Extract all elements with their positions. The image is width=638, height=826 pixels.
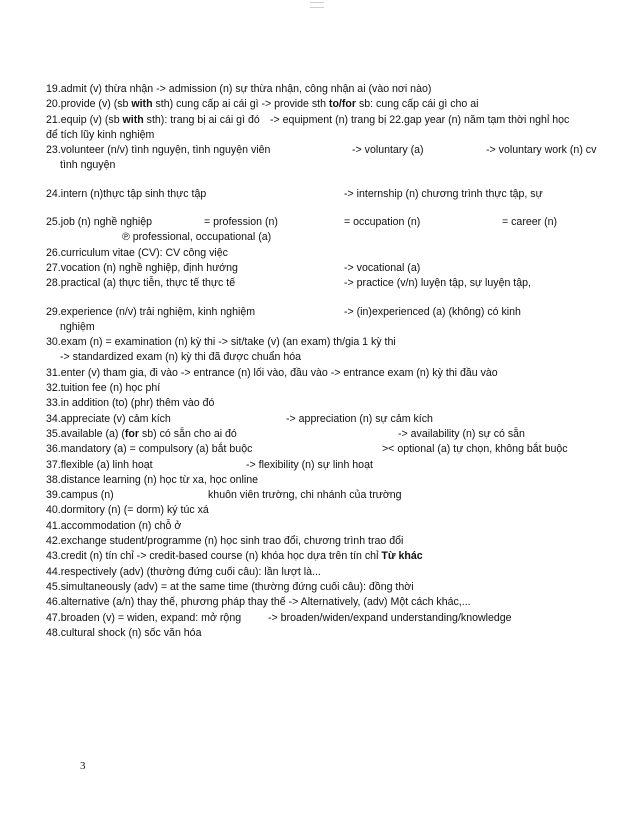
vocab-line-24: 24.intern (n)thực tập sinh thực tập -> internship (n) chương trình thực tập, sự [46, 187, 543, 200]
vocab-line-23-cont: tình nguyện [60, 159, 116, 172]
vocab-line-46: 46.alternative (a/n) thay thế, phương pháp thay thế -> Alternatively, (adv) Một cách khác,... [46, 596, 471, 609]
vocab-line-45: 45.simultaneously (adv) = at the same time (thường đứng cuối câu): đồng thời [46, 580, 414, 593]
vocab-line-47: 47.broaden (v) = widen, expand: mở rộng -> broaden/widen/expand understanding/knowledge [46, 611, 512, 624]
vocab-line-30: 30.exam (n) = examination (n) kỳ thi -> sit/take (v) (an exam) th/gia 1 kỳ thi [46, 336, 396, 349]
vocab-line-33: 33.in addition (to) (phr) thêm vào đó [46, 397, 215, 410]
vocab-line-40: 40.dormitory (n) (= dorm) ký túc xá [46, 504, 209, 517]
vocab-line-37: 37.flexible (a) linh hoạt -> flexibility (n) sự linh hoạt [46, 458, 373, 471]
vocab-line-30-cont: -> standardized exam (n) kỳ thi đã được chuẩn hóa [60, 351, 302, 364]
vocab-line-29-cont: nghiệm [60, 320, 95, 333]
vocab-line-25-cont: ℗ professional, occupational (a) [122, 231, 272, 244]
vocab-line-25: 25.job (n) nghề nghiệp = profession (n) = occupation (n) = career (n) [46, 216, 558, 229]
vocab-line-21-cont: để tích lũy kinh nghiệm [46, 128, 155, 141]
vocab-line-36: 36.mandatory (a) = compulsory (a) bắt buộc >< optional (a) tự chọn, không bắt buộc [46, 443, 568, 456]
vocab-line-48: 48.cultural shock (n) sốc văn hóa [46, 626, 202, 639]
vocab-line-39: 39.campus (n) khuôn viên trường, chi nhánh của trường [46, 489, 402, 502]
page-number: 3 [80, 760, 86, 772]
vocab-line-34: 34.appreciate (v) cảm kích -> appreciation (n) sự cảm kích [46, 412, 433, 425]
vocab-line-38: 38.distance learning (n) học từ xa, học online [46, 473, 259, 486]
vocab-line-44: 44.respectively (adv) (thường đứng cuối câu): lần lượt là... [46, 565, 321, 578]
vocab-line-41: 41.accommodation (n) chỗ ở [46, 519, 182, 532]
vocab-line-31: 31.enter (v) tham gia, đi vào -> entrance (n) lối vào, đầu vào -> entrance exam (n) kỳ thi đầu vào [46, 366, 498, 379]
vocab-line-21: 21.equip (v) (sb with sth): trang bị ai cái gì đó -> equipment (n) trang bị 22.gap year (n) năm tạm thời nghỉ học [46, 113, 570, 126]
vocab-line-27: 27.vocation (n) nghề nghiệp, định hướng -> vocational (a) [46, 261, 421, 274]
vocab-line-35: 35.available (a) (for sb) có sẵn cho ai đó -> availability (n) sự có sẵn [46, 427, 525, 440]
vocab-line-43: 43.credit (n) tín chỉ -> credit-based course (n) khóa học dựa trên tín chỉ Từ khác [46, 550, 423, 563]
vocab-line-42: 42.exchange student/programme (n) học sinh trao đổi, chương trình trao đổi [46, 535, 404, 548]
vocab-line-32: 32.tuition fee (n) học phí [46, 382, 161, 395]
header-mark [310, 2, 324, 8]
vocab-line-28: 28.practical (a) thực tiễn, thực tế thực tế -> practice (v/n) luyện tập, sự luyện tập, [46, 277, 531, 290]
vocab-line-26: 26.curriculum vitae (CV): CV công việc [46, 246, 228, 259]
vocab-line-19: 19.admit (v) thừa nhận -> admission (n) sự thừa nhận, công nhận ai (vào nơi nào) [46, 83, 432, 95]
vocab-line-29: 29.experience (n/v) trải nghiệm, kinh nghiệm -> (in)experienced (a) (không) có kinh [46, 305, 521, 318]
vocab-line-23: 23.volunteer (n/v) tình nguyện, tình nguyện viên -> voluntary (a) -> voluntary work (n) cv [46, 144, 597, 157]
vocabulary-list [46, 82, 606, 641]
vocab-line-20: 20.provide (v) (sb with sth) cung cấp ai cái gì -> provide sth to/for sb: cung cấp cái gì cho ai [46, 98, 479, 111]
